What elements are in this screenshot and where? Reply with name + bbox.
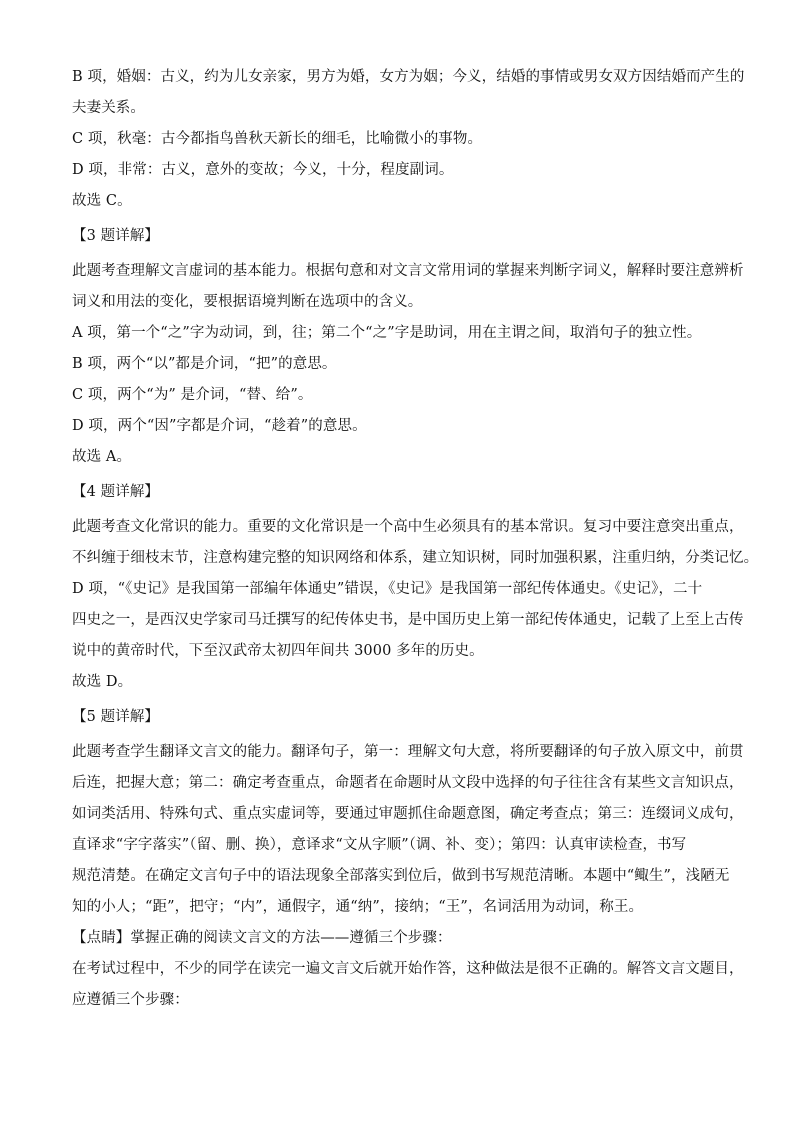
text-line: C 项，两个“为” 是介词，“替、给”。	[72, 387, 313, 403]
text-line: 不纠缠于细枝末节，注意构建完整的知识网络和体系，建立知识树，同时加强积累，注重归纳，分类记忆。	[72, 550, 759, 566]
text-line: D 项，非常：古义，意外的变故；今义，十分，程度副词。	[72, 162, 454, 178]
text-line: D 项，两个“因”字都是介词，“趁着”的意思。	[72, 418, 367, 434]
text-line: 此题考查学生翻译文言文的能力。翻译句子，第一：理解文句大意，将所要翻译的句子放入原文中，前贯	[72, 744, 744, 760]
text-line: 夫妻关系。	[72, 100, 145, 116]
text-line: 故选 D。	[72, 674, 133, 690]
text-line: 在考试过程中，不少的同学在读完一遍文言文后就开始作答，这种做法是很不正确的。解答文言文题目，	[72, 961, 744, 977]
text-line: 故选 A。	[72, 449, 132, 465]
text-line: 说中的黄帝时代，下至汉武帝太初四年间共 3000 多年的历史。	[72, 643, 484, 659]
text-line: 词义和用法的变化，要根据语境判断在选项中的含义。	[72, 294, 423, 310]
text-line: 故选 C。	[72, 193, 132, 209]
text-line: 如词类活用、特殊句式、重点实虚词等，要通过审题抓住命题意图，确定考查点；第三：连缀词义成句，	[72, 806, 744, 822]
text-line: 规范清楚。在确定文言句子中的语法现象全部落实到位后，做到书写规范清晰。本题中“鲰生”，浅陋无	[72, 868, 730, 884]
text-line: B 项，婚姻：古义，约为儿女亲家，男方为婚，女方为姻；今义，结婚的事情或男女双方因结婚而产生的	[72, 69, 745, 85]
document-page	[72, 62, 759, 1016]
text-line: B 项，两个“以”都是介词，“把”的意思。	[72, 356, 337, 372]
text-line: 四史之一，是西汉史学家司马迁撰写的纪传体史书，是中国历史上第一部纪传体通史，记载了上至上古传	[72, 612, 744, 628]
text-line: 此题考查文化常识的能力。重要的文化常识是一个高中生必须具有的基本常识。复习中要注意突出重点，	[72, 519, 744, 535]
text-line: A 项，第一个“之”字为动词，到，往；第二个“之”字是助词，用在主谓之间，取消句子的独立性。	[72, 325, 702, 341]
text-line: 应遵循三个步骤：	[72, 992, 189, 1008]
text-line: D 项，“《史记》是我国第一部编年体通史”错误，《史记》是我国第一部纪传体通史。《史记》，二十	[72, 581, 703, 597]
text-line: 后连，把握大意；第二：确定考查重点，命题者在命题时从文段中选择的句子往往含有某些文言知识点，	[72, 775, 744, 791]
section-heading-4: 【4 题详解】	[72, 484, 160, 500]
text-line: 此题考查理解文言虚词的基本能力。根据句意和对文言文常用词的掌握来判断字词义，解释时要注意辨析	[72, 263, 744, 279]
text-line: 知的小人；“距”，把守；“内”，通假字，通“纳”，接纳；“王”，名词活用为动词，称王。	[72, 899, 644, 915]
key-point-heading: 【点睛】掌握正确的阅读文言文的方法——遵循三个步骤：	[72, 930, 452, 946]
section-heading-5: 【5 题详解】	[72, 709, 160, 725]
section-heading-3: 【3 题详解】	[72, 228, 160, 244]
text-line: 直译求“字字落实”（留、删、换），意译求“文从字顺”（调、补、变）；第四：认真审读检查，书写	[72, 837, 687, 853]
text-line: C 项，秋毫：古今都指鸟兽秋天新长的细毛，比喻微小的事物。	[72, 131, 483, 147]
